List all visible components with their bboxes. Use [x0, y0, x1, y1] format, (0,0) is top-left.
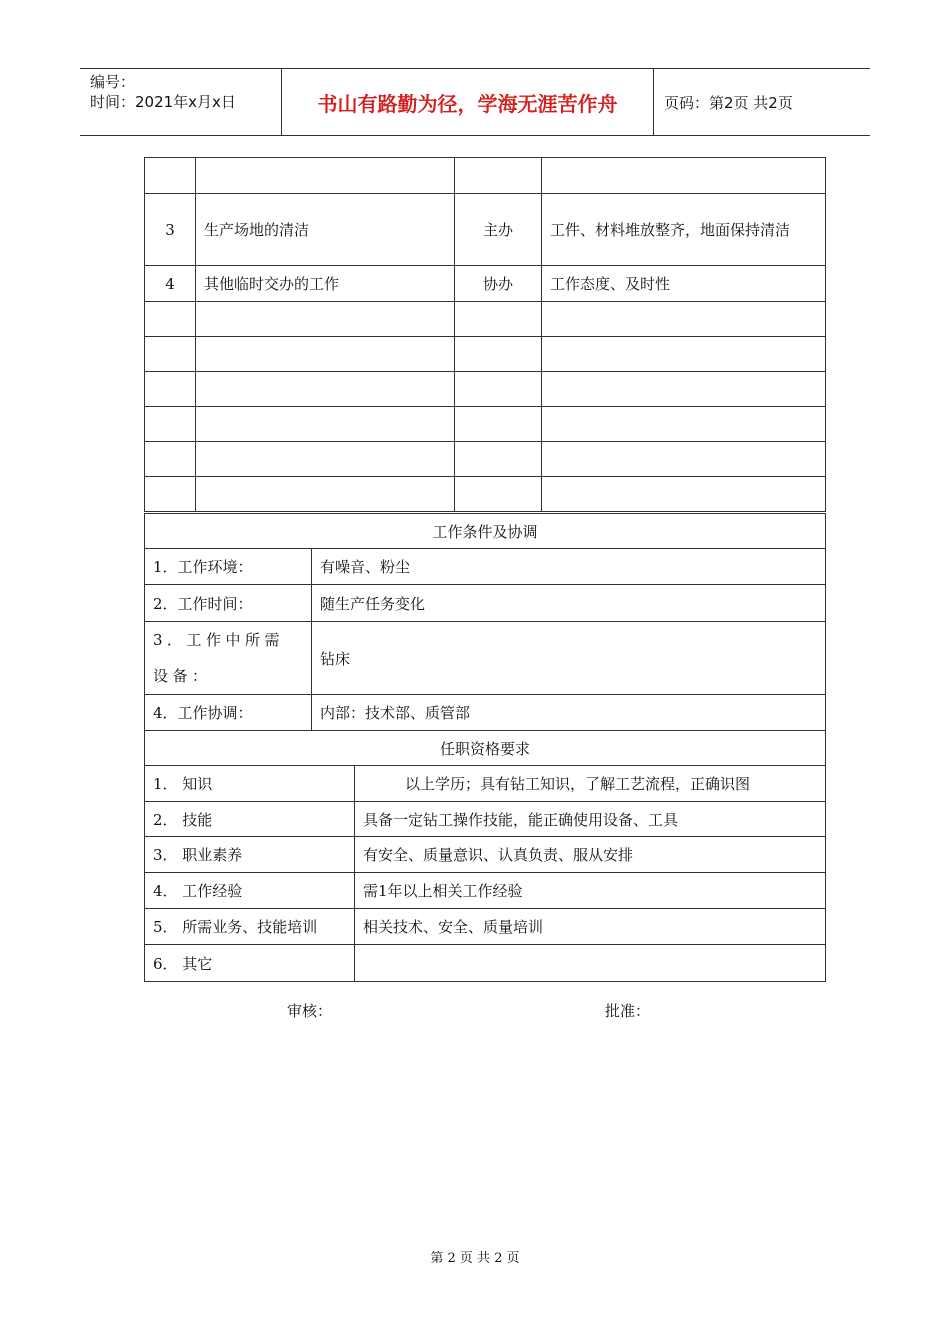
duty-no [145, 442, 196, 477]
duty-no [145, 372, 196, 407]
duty-standard [542, 337, 826, 372]
condition-label: 4．工作协调： [145, 695, 312, 731]
qualification-label: 2． 技能 [145, 802, 355, 837]
table-row [145, 194, 826, 266]
table-row [145, 549, 826, 585]
conditions-title: 工作条件及协调 [145, 514, 826, 549]
condition-value: 钻床 [312, 622, 826, 695]
duty-standard [542, 372, 826, 407]
duties-table [144, 157, 826, 512]
page-header [80, 68, 870, 136]
duty-task [196, 407, 455, 442]
table-row [145, 622, 826, 695]
condition-label: 3．工作中所需设备： [145, 622, 312, 695]
qualification-label: 4． 工作经验 [145, 873, 355, 909]
code-label: 编号： [90, 73, 136, 91]
page-footer: 第 2 页 共 2 页 [430, 1251, 520, 1266]
duty-no [145, 302, 196, 337]
condition-label: 1．工作环境： [145, 549, 312, 585]
header-meta [80, 69, 282, 135]
time-label: 时间：2021年x月x日 [90, 93, 236, 111]
qualification-label: 5． 所需业务、技能培训 [145, 909, 355, 945]
table-row [145, 695, 826, 731]
qualification-value: 需1年以上相关工作经验 [355, 873, 826, 909]
duty-standard [542, 158, 826, 194]
table-row [145, 266, 826, 302]
qualification-value: 具备一定钻工操作技能，能正确使用设备、工具 [355, 802, 826, 837]
header-page-label: 页码：第2页 共2页 [664, 93, 793, 112]
table-row [145, 337, 826, 372]
duty-task [196, 337, 455, 372]
duty-task [196, 442, 455, 477]
duty-role [455, 407, 542, 442]
duty-task [196, 372, 455, 407]
table-row [145, 945, 826, 982]
duty-task [196, 158, 455, 194]
condition-value: 有噪音、粉尘 [312, 549, 826, 585]
qualification-label: 6． 其它 [145, 945, 355, 982]
duty-role [455, 302, 542, 337]
table-row [145, 873, 826, 909]
condition-value: 内部：技术部、质管部 [312, 695, 826, 731]
duty-task [196, 302, 455, 337]
qualifications-title: 任职资格要求 [145, 731, 826, 766]
qualification-value: 相关技术、安全、质量培训 [355, 909, 826, 945]
qualification-label: 1． 知识 [145, 766, 355, 802]
duty-standard [542, 477, 826, 512]
duty-no: 3 [145, 194, 196, 266]
duty-no [145, 158, 196, 194]
duty-standard [542, 407, 826, 442]
qualification-value: 有安全、质量意识、认真负责、服从安排 [355, 837, 826, 873]
duty-role: 协办 [455, 266, 542, 302]
table-row [145, 585, 826, 622]
duty-task: 其他临时交办的工作 [196, 266, 455, 302]
qualification-label: 3． 职业素养 [145, 837, 355, 873]
table-row [145, 837, 826, 873]
duty-standard [542, 442, 826, 477]
table-row [145, 477, 826, 512]
condition-label: 2．工作时间： [145, 585, 312, 622]
duty-role [455, 372, 542, 407]
table-row [145, 302, 826, 337]
table-row [145, 442, 826, 477]
conditions-table [144, 513, 826, 731]
duty-standard [542, 302, 826, 337]
table-row [145, 766, 826, 802]
duty-standard: 工件、材料堆放整齐，地面保持清洁 [542, 194, 826, 266]
header-motto: 书山有路勤为径，学海无涯苦作舟 [282, 69, 654, 135]
table-row [145, 802, 826, 837]
review-label: 审核： [287, 1002, 333, 1020]
duty-task: 生产场地的清洁 [196, 194, 455, 266]
duty-role [455, 158, 542, 194]
duty-standard: 工作态度、及时性 [542, 266, 826, 302]
duty-task [196, 477, 455, 512]
qualification-value [355, 945, 826, 982]
duty-role [455, 442, 542, 477]
condition-value: 随生产任务变化 [312, 585, 826, 622]
duty-no [145, 477, 196, 512]
table-row [145, 158, 826, 194]
table-row [145, 731, 826, 766]
duty-no: 4 [145, 266, 196, 302]
duty-role: 主办 [455, 194, 542, 266]
duty-no [145, 337, 196, 372]
approve-label: 批准： [605, 1002, 651, 1020]
duty-role [455, 477, 542, 512]
table-row [145, 372, 826, 407]
duty-no [145, 407, 196, 442]
qualification-value: 以上学历；具有钻工知识，了解工艺流程，正确识图 [355, 766, 826, 802]
qualifications-table [144, 730, 826, 982]
table-row [145, 514, 826, 549]
table-row [145, 909, 826, 945]
table-row [145, 407, 826, 442]
duty-role [455, 337, 542, 372]
